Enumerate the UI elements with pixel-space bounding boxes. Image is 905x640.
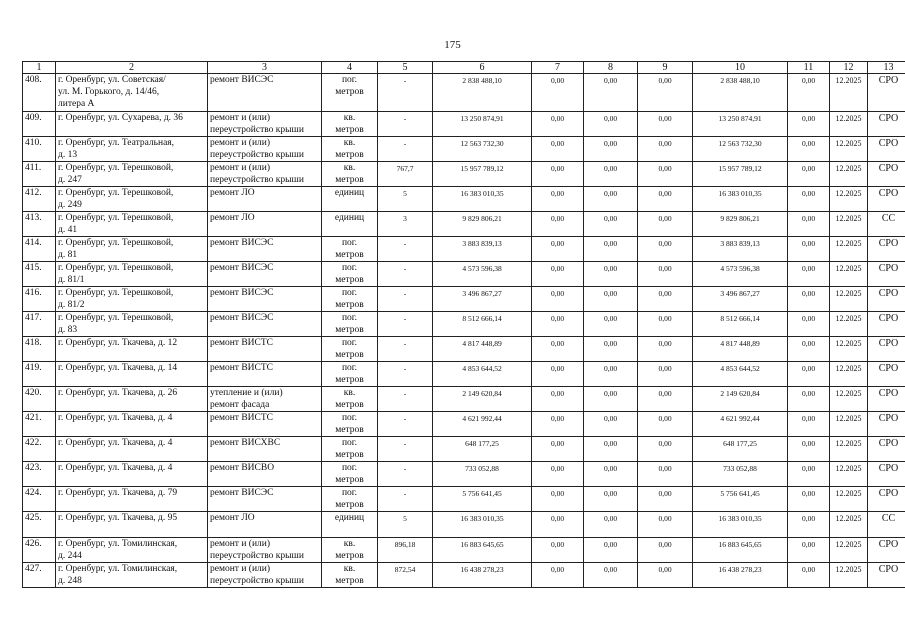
fund-cell: 0,00: [532, 387, 584, 412]
address-cell: г. Оренбург, ул. Ткачева, д. 14: [56, 362, 208, 387]
completion-date-cell: 12.2025: [830, 187, 868, 212]
quantity-cell: -: [378, 337, 433, 362]
funding-method-cell: СРО: [868, 262, 905, 287]
work-type-cell: ремонт ВИСЭС: [208, 237, 322, 262]
fund-cell: 0,00: [532, 112, 584, 137]
row-number: 423.: [23, 462, 56, 487]
quantity-cell: -: [378, 362, 433, 387]
work-type-cell: ремонт ВИСТС: [208, 337, 322, 362]
total-cost-cell: 648 177,25: [433, 437, 532, 462]
budget-cell: 0,00: [584, 337, 638, 362]
total-cost-cell: 5 756 641,45: [433, 487, 532, 512]
budget-cell: 0,00: [584, 212, 638, 237]
row-number: 424.: [23, 487, 56, 512]
row-number: 426.: [23, 538, 56, 563]
completion-date-cell: 12.2025: [830, 262, 868, 287]
column-number-header: 3: [208, 62, 322, 74]
table-row: [23, 487, 905, 512]
table-row: [23, 437, 905, 462]
owners-funds-cell: 2 838 488,10: [693, 74, 788, 112]
local-budget-cell: 0,00: [638, 237, 693, 262]
row-number: 427.: [23, 563, 56, 588]
owners-funds-cell: 3 883 839,13: [693, 237, 788, 262]
unit-cell: единиц: [322, 212, 378, 237]
fund-cell: 0,00: [532, 462, 584, 487]
total-cost-cell: 9 829 806,21: [433, 212, 532, 237]
quantity-cell: 5: [378, 512, 433, 538]
completion-date-cell: 12.2025: [830, 137, 868, 162]
local-budget-cell: 0,00: [638, 563, 693, 588]
unit-cell: пог. метров: [322, 362, 378, 387]
quantity-cell: -: [378, 287, 433, 312]
budget-cell: 0,00: [584, 462, 638, 487]
work-type-cell: ремонт ВИСЭС: [208, 312, 322, 337]
unit-cell: единиц: [322, 512, 378, 538]
page-number: 175: [444, 39, 461, 51]
quantity-cell: -: [378, 462, 433, 487]
budget-cell: 0,00: [584, 387, 638, 412]
quantity-cell: -: [378, 312, 433, 337]
row-number: 410.: [23, 137, 56, 162]
row-number: 414.: [23, 237, 56, 262]
fund-cell: 0,00: [532, 412, 584, 437]
total-cost-cell: 3 496 867,27: [433, 287, 532, 312]
completion-date-cell: 12.2025: [830, 362, 868, 387]
unit-cell: кв. метров: [322, 387, 378, 412]
owners-funds-cell: 733 052,88: [693, 462, 788, 487]
address-cell: г. Оренбург, ул. Советская/ ул. М. Горького, д. 14/46, литера А: [56, 74, 208, 112]
funding-method-cell: СРО: [868, 487, 905, 512]
other-funds-cell: 0,00: [788, 212, 830, 237]
other-funds-cell: 0,00: [788, 387, 830, 412]
quantity-cell: 767,7: [378, 162, 433, 187]
unit-cell: пог. метров: [322, 337, 378, 362]
local-budget-cell: 0,00: [638, 312, 693, 337]
table-row: [23, 312, 905, 337]
address-cell: г. Оренбург, ул. Ткачева, д. 4: [56, 437, 208, 462]
address-cell: г. Оренбург, ул. Ткачева, д. 12: [56, 337, 208, 362]
table-row: [23, 112, 905, 137]
owners-funds-cell: 13 250 874,91: [693, 112, 788, 137]
row-number: 425.: [23, 512, 56, 538]
quantity-cell: 5: [378, 187, 433, 212]
completion-date-cell: 12.2025: [830, 538, 868, 563]
funding-method-cell: СРО: [868, 312, 905, 337]
funding-method-cell: СРО: [868, 162, 905, 187]
quantity-cell: -: [378, 487, 433, 512]
unit-cell: кв. метров: [322, 538, 378, 563]
budget-cell: 0,00: [584, 187, 638, 212]
unit-cell: кв. метров: [322, 112, 378, 137]
total-cost-cell: 16 883 645,65: [433, 538, 532, 563]
work-type-cell: ремонт ЛО: [208, 512, 322, 538]
fund-cell: 0,00: [532, 538, 584, 563]
local-budget-cell: 0,00: [638, 512, 693, 538]
fund-cell: 0,00: [532, 362, 584, 387]
work-type-cell: ремонт и (или) переустройство крыши: [208, 112, 322, 137]
budget-cell: 0,00: [584, 538, 638, 563]
other-funds-cell: 0,00: [788, 563, 830, 588]
row-number: 419.: [23, 362, 56, 387]
table-row: [23, 287, 905, 312]
total-cost-cell: 15 957 789,12: [433, 162, 532, 187]
owners-funds-cell: 12 563 732,30: [693, 137, 788, 162]
budget-cell: 0,00: [584, 487, 638, 512]
work-type-cell: ремонт ВИСТС: [208, 362, 322, 387]
quantity-cell: -: [378, 412, 433, 437]
address-cell: г. Оренбург, ул. Томилинская, д. 244: [56, 538, 208, 563]
completion-date-cell: 12.2025: [830, 312, 868, 337]
local-budget-cell: 0,00: [638, 212, 693, 237]
address-cell: г. Оренбург, ул. Терешковой, д. 41: [56, 212, 208, 237]
funding-method-cell: СРО: [868, 437, 905, 462]
other-funds-cell: 0,00: [788, 262, 830, 287]
quantity-cell: -: [378, 237, 433, 262]
total-cost-cell: 16 383 010,35: [433, 187, 532, 212]
row-number: 418.: [23, 337, 56, 362]
table-row: [23, 262, 905, 287]
budget-cell: 0,00: [584, 312, 638, 337]
completion-date-cell: 12.2025: [830, 212, 868, 237]
other-funds-cell: 0,00: [788, 362, 830, 387]
other-funds-cell: 0,00: [788, 74, 830, 112]
unit-cell: пог. метров: [322, 412, 378, 437]
budget-cell: 0,00: [584, 412, 638, 437]
fund-cell: 0,00: [532, 74, 584, 112]
row-number: 412.: [23, 187, 56, 212]
quantity-cell: -: [378, 137, 433, 162]
address-cell: г. Оренбург, ул. Терешковой, д. 81/2: [56, 287, 208, 312]
unit-cell: кв. метров: [322, 137, 378, 162]
column-number-header: 7: [532, 62, 584, 74]
budget-cell: 0,00: [584, 112, 638, 137]
row-number: 409.: [23, 112, 56, 137]
table-row: [23, 563, 905, 588]
total-cost-cell: 4 621 992,44: [433, 412, 532, 437]
owners-funds-cell: 16 383 010,35: [693, 512, 788, 538]
budget-cell: 0,00: [584, 162, 638, 187]
completion-date-cell: 12.2025: [830, 462, 868, 487]
quantity-cell: -: [378, 437, 433, 462]
total-cost-cell: 4 853 644,52: [433, 362, 532, 387]
fund-cell: 0,00: [532, 287, 584, 312]
completion-date-cell: 12.2025: [830, 512, 868, 538]
local-budget-cell: 0,00: [638, 287, 693, 312]
column-number-header: 10: [693, 62, 788, 74]
table-row: [23, 187, 905, 212]
unit-cell: кв. метров: [322, 162, 378, 187]
table-row: [23, 387, 905, 412]
address-cell: г. Оренбург, ул. Терешковой, д. 81: [56, 237, 208, 262]
completion-date-cell: 12.2025: [830, 487, 868, 512]
local-budget-cell: 0,00: [638, 187, 693, 212]
address-cell: г. Оренбург, ул. Ткачева, д. 4: [56, 462, 208, 487]
completion-date-cell: 12.2025: [830, 237, 868, 262]
quantity-cell: -: [378, 387, 433, 412]
column-number-header: 2: [56, 62, 208, 74]
column-number-header: 12: [830, 62, 868, 74]
address-cell: г. Оренбург, ул. Томилинская, д. 248: [56, 563, 208, 588]
other-funds-cell: 0,00: [788, 412, 830, 437]
row-number: 422.: [23, 437, 56, 462]
table-row: [23, 412, 905, 437]
other-funds-cell: 0,00: [788, 337, 830, 362]
fund-cell: 0,00: [532, 437, 584, 462]
funding-method-cell: СРО: [868, 237, 905, 262]
unit-cell: пог. метров: [322, 287, 378, 312]
address-cell: г. Оренбург, ул. Ткачева, д. 79: [56, 487, 208, 512]
other-funds-cell: 0,00: [788, 237, 830, 262]
unit-cell: пог. метров: [322, 74, 378, 112]
unit-cell: пог. метров: [322, 462, 378, 487]
work-type-cell: ремонт ВИСЭС: [208, 487, 322, 512]
work-type-cell: ремонт ЛО: [208, 187, 322, 212]
budget-cell: 0,00: [584, 74, 638, 112]
local-budget-cell: 0,00: [638, 112, 693, 137]
column-number-header: 9: [638, 62, 693, 74]
row-number: 408.: [23, 74, 56, 112]
work-type-cell: ремонт и (или) переустройство крыши: [208, 162, 322, 187]
funding-method-cell: СРО: [868, 187, 905, 212]
owners-funds-cell: 648 177,25: [693, 437, 788, 462]
work-type-cell: ремонт и (или) переустройство крыши: [208, 538, 322, 563]
funding-method-cell: СРО: [868, 112, 905, 137]
total-cost-cell: 4 573 596,38: [433, 262, 532, 287]
funding-method-cell: СС: [868, 512, 905, 538]
fund-cell: 0,00: [532, 563, 584, 588]
local-budget-cell: 0,00: [638, 487, 693, 512]
funding-method-cell: СРО: [868, 74, 905, 112]
unit-cell: кв. метров: [322, 563, 378, 588]
repair-program-table: [22, 61, 905, 588]
table-row: [23, 362, 905, 387]
funding-method-cell: СРО: [868, 362, 905, 387]
column-number-header: 5: [378, 62, 433, 74]
owners-funds-cell: 4 853 644,52: [693, 362, 788, 387]
total-cost-cell: 16 438 278,23: [433, 563, 532, 588]
fund-cell: 0,00: [532, 512, 584, 538]
other-funds-cell: 0,00: [788, 437, 830, 462]
column-number-header: 4: [322, 62, 378, 74]
table-row: [23, 538, 905, 563]
table-row: [23, 162, 905, 187]
owners-funds-cell: 2 149 620,84: [693, 387, 788, 412]
budget-cell: 0,00: [584, 137, 638, 162]
budget-cell: 0,00: [584, 362, 638, 387]
local-budget-cell: 0,00: [638, 262, 693, 287]
address-cell: г. Оренбург, ул. Терешковой, д. 83: [56, 312, 208, 337]
owners-funds-cell: 5 756 641,45: [693, 487, 788, 512]
column-number-header: 8: [584, 62, 638, 74]
work-type-cell: ремонт ВИСЭС: [208, 262, 322, 287]
funding-method-cell: СРО: [868, 462, 905, 487]
total-cost-cell: 16 383 010,35: [433, 512, 532, 538]
local-budget-cell: 0,00: [638, 412, 693, 437]
unit-cell: пог. метров: [322, 237, 378, 262]
work-type-cell: утепление и (или) ремонт фасада: [208, 387, 322, 412]
unit-cell: пог. метров: [322, 487, 378, 512]
total-cost-cell: 2 149 620,84: [433, 387, 532, 412]
local-budget-cell: 0,00: [638, 462, 693, 487]
fund-cell: 0,00: [532, 187, 584, 212]
address-cell: г. Оренбург, ул. Терешковой, д. 81/1: [56, 262, 208, 287]
work-type-cell: ремонт ВИСХВС: [208, 437, 322, 462]
other-funds-cell: 0,00: [788, 462, 830, 487]
unit-cell: единиц: [322, 187, 378, 212]
other-funds-cell: 0,00: [788, 162, 830, 187]
address-cell: г. Оренбург, ул. Ткачева, д. 95: [56, 512, 208, 538]
table-row: [23, 512, 905, 538]
quantity-cell: -: [378, 262, 433, 287]
column-number-header: 11: [788, 62, 830, 74]
table-row: [23, 212, 905, 237]
other-funds-cell: 0,00: [788, 312, 830, 337]
completion-date-cell: 12.2025: [830, 112, 868, 137]
owners-funds-cell: 8 512 666,14: [693, 312, 788, 337]
local-budget-cell: 0,00: [638, 362, 693, 387]
funding-method-cell: СРО: [868, 538, 905, 563]
budget-cell: 0,00: [584, 512, 638, 538]
budget-cell: 0,00: [584, 563, 638, 588]
total-cost-cell: 3 883 839,13: [433, 237, 532, 262]
owners-funds-cell: 4 573 596,38: [693, 262, 788, 287]
budget-cell: 0,00: [584, 262, 638, 287]
owners-funds-cell: 4 621 992,44: [693, 412, 788, 437]
work-type-cell: ремонт и (или) переустройство крыши: [208, 137, 322, 162]
address-cell: г. Оренбург, ул. Ткачева, д. 4: [56, 412, 208, 437]
work-type-cell: ремонт ВИСЭС: [208, 287, 322, 312]
local-budget-cell: 0,00: [638, 74, 693, 112]
row-number: 417.: [23, 312, 56, 337]
table-row: [23, 137, 905, 162]
budget-cell: 0,00: [584, 437, 638, 462]
work-type-cell: ремонт ЛО: [208, 212, 322, 237]
unit-cell: пог. метров: [322, 312, 378, 337]
quantity-cell: -: [378, 74, 433, 112]
funding-method-cell: СРО: [868, 337, 905, 362]
unit-cell: пог. метров: [322, 437, 378, 462]
column-number-row: [23, 62, 905, 74]
column-number-header: 6: [433, 62, 532, 74]
owners-funds-cell: 9 829 806,21: [693, 212, 788, 237]
total-cost-cell: 8 512 666,14: [433, 312, 532, 337]
fund-cell: 0,00: [532, 312, 584, 337]
funding-method-cell: СРО: [868, 137, 905, 162]
owners-funds-cell: 15 957 789,12: [693, 162, 788, 187]
fund-cell: 0,00: [532, 487, 584, 512]
local-budget-cell: 0,00: [638, 538, 693, 563]
owners-funds-cell: 4 817 448,89: [693, 337, 788, 362]
owners-funds-cell: 16 383 010,35: [693, 187, 788, 212]
funding-method-cell: СС: [868, 212, 905, 237]
column-number-header: 13: [868, 62, 905, 74]
other-funds-cell: 0,00: [788, 487, 830, 512]
other-funds-cell: 0,00: [788, 137, 830, 162]
total-cost-cell: 13 250 874,91: [433, 112, 532, 137]
row-number: 420.: [23, 387, 56, 412]
quantity-cell: 872,54: [378, 563, 433, 588]
budget-cell: 0,00: [584, 237, 638, 262]
address-cell: г. Оренбург, ул. Ткачева, д. 26: [56, 387, 208, 412]
funding-method-cell: СРО: [868, 387, 905, 412]
fund-cell: 0,00: [532, 137, 584, 162]
row-number: 413.: [23, 212, 56, 237]
funding-method-cell: СРО: [868, 412, 905, 437]
fund-cell: 0,00: [532, 212, 584, 237]
quantity-cell: 896,18: [378, 538, 433, 563]
row-number: 416.: [23, 287, 56, 312]
total-cost-cell: 733 052,88: [433, 462, 532, 487]
local-budget-cell: 0,00: [638, 137, 693, 162]
completion-date-cell: 12.2025: [830, 437, 868, 462]
fund-cell: 0,00: [532, 262, 584, 287]
work-type-cell: ремонт ВИСТС: [208, 412, 322, 437]
fund-cell: 0,00: [532, 162, 584, 187]
table-row: [23, 462, 905, 487]
funding-method-cell: СРО: [868, 287, 905, 312]
address-cell: г. Оренбург, ул. Терешковой, д. 249: [56, 187, 208, 212]
table-row: [23, 337, 905, 362]
local-budget-cell: 0,00: [638, 162, 693, 187]
other-funds-cell: 0,00: [788, 112, 830, 137]
fund-cell: 0,00: [532, 237, 584, 262]
completion-date-cell: 12.2025: [830, 287, 868, 312]
owners-funds-cell: 16 883 645,65: [693, 538, 788, 563]
unit-cell: пог. метров: [322, 262, 378, 287]
column-number-header: 1: [23, 62, 56, 74]
other-funds-cell: 0,00: [788, 538, 830, 563]
work-type-cell: ремонт ВИСЭС: [208, 74, 322, 112]
other-funds-cell: 0,00: [788, 512, 830, 538]
local-budget-cell: 0,00: [638, 437, 693, 462]
local-budget-cell: 0,00: [638, 387, 693, 412]
address-cell: г. Оренбург, ул. Театральная, д. 13: [56, 137, 208, 162]
completion-date-cell: 12.2025: [830, 387, 868, 412]
table-row: [23, 237, 905, 262]
budget-cell: 0,00: [584, 287, 638, 312]
other-funds-cell: 0,00: [788, 187, 830, 212]
completion-date-cell: 12.2025: [830, 412, 868, 437]
local-budget-cell: 0,00: [638, 337, 693, 362]
work-type-cell: ремонт ВИСВО: [208, 462, 322, 487]
total-cost-cell: 4 817 448,89: [433, 337, 532, 362]
fund-cell: 0,00: [532, 337, 584, 362]
row-number: 415.: [23, 262, 56, 287]
total-cost-cell: 2 838 488,10: [433, 74, 532, 112]
funding-method-cell: СРО: [868, 563, 905, 588]
completion-date-cell: 12.2025: [830, 162, 868, 187]
address-cell: г. Оренбург, ул. Терешковой, д. 247: [56, 162, 208, 187]
row-number: 421.: [23, 412, 56, 437]
work-type-cell: ремонт и (или) переустройство крыши: [208, 563, 322, 588]
owners-funds-cell: 3 496 867,27: [693, 287, 788, 312]
quantity-cell: -: [378, 112, 433, 137]
other-funds-cell: 0,00: [788, 287, 830, 312]
total-cost-cell: 12 563 732,30: [433, 137, 532, 162]
table-row: [23, 74, 905, 112]
owners-funds-cell: 16 438 278,23: [693, 563, 788, 588]
completion-date-cell: 12.2025: [830, 563, 868, 588]
completion-date-cell: 12.2025: [830, 337, 868, 362]
completion-date-cell: 12.2025: [830, 74, 868, 112]
quantity-cell: 3: [378, 212, 433, 237]
address-cell: г. Оренбург, ул. Сухарева, д. 36: [56, 112, 208, 137]
row-number: 411.: [23, 162, 56, 187]
